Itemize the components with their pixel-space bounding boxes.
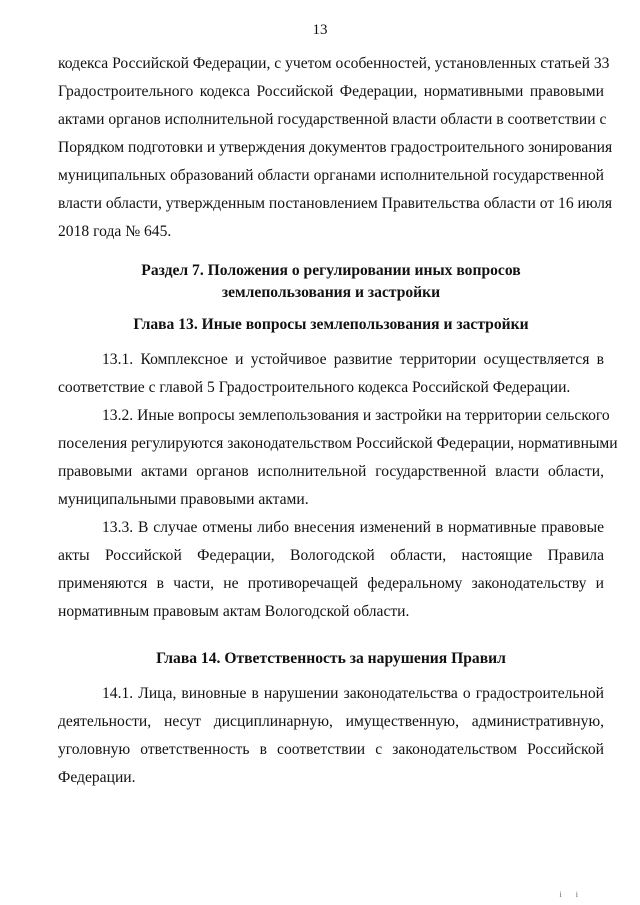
paragraph-line: Градостроительного кодекса Российской Федерации, нормативными правовыми xyxy=(58,83,604,100)
paragraph-line: деятельности, несут дисциплинарную, имущественную, административную, xyxy=(58,713,604,730)
paragraph-14-1 xyxy=(58,680,604,792)
paragraph-line: применяются в части, не противоречащей федеральному законодательству и xyxy=(58,575,604,592)
paragraph-13-3 xyxy=(58,514,604,626)
paragraph-line: правовыми актами органов исполнительной государственной власти области, xyxy=(58,463,604,480)
paragraph-line: Федерации. xyxy=(58,769,136,786)
page-number: 13 xyxy=(312,22,328,38)
intro-paragraph xyxy=(58,50,613,246)
paragraph-line: нормативным правовым актам Вологодской области. xyxy=(58,603,410,620)
paragraph-line: соответствие с главой 5 Градостроительного кодекса Российской Федерации. xyxy=(58,379,571,396)
paragraph-13-1 xyxy=(58,346,604,402)
section-title-line: Раздел 7. Положения о регулировании иных вопросов xyxy=(141,262,521,279)
paragraph-line: 2018 года № 645. xyxy=(58,223,172,240)
paragraph-line: Порядком подготовки и утверждения документов градостроительного зонирования xyxy=(58,139,613,156)
paragraph-13-2 xyxy=(58,402,618,514)
document-body xyxy=(58,50,618,792)
paragraph-line: акты Российской Федерации, Вологодской области, настоящие Правила xyxy=(58,547,604,564)
paragraph-line: 13.3. В случае отмены либо внесения изменений в нормативные правовые xyxy=(102,519,604,536)
paragraph-line: власти области, утвержденным постановлением Правительства области от 16 июля xyxy=(58,195,613,212)
paragraph-line: уголовную ответственность в соответствии с законодательством Российской xyxy=(58,741,604,758)
chapter-14-title: Глава 14. Ответственность за нарушения Правил xyxy=(156,650,506,667)
section-7-heading xyxy=(58,260,604,304)
paragraph-line: муниципальных образований области органами исполнительной государственной xyxy=(58,167,604,184)
paragraph-line: 13.1. Комплексное и устойчивое развитие территории осуществляется в xyxy=(102,351,604,368)
paragraph-line: кодекса Российской Федерации, с учетом особенностей, установленных статьей 33 xyxy=(58,55,610,72)
footer-mark: i i xyxy=(559,890,584,899)
paragraph-line: поселения регулируются законодательством Российской Федерации, нормативными xyxy=(58,435,618,452)
chapter-13-title: Глава 13. Иные вопросы землепользования и застройки xyxy=(133,316,529,333)
paragraph-line: 13.2. Иные вопросы землепользования и застройки на территории сельского xyxy=(102,407,610,424)
paragraph-line: актами органов исполнительной государственной власти области в соответствии с xyxy=(58,111,607,128)
paragraph-line: 14.1. Лица, виновные в нарушении законодательства о градостроительной xyxy=(102,685,604,702)
section-title-line: землепользования и застройки xyxy=(221,284,441,301)
paragraph-line: муниципальными правовыми актами. xyxy=(58,491,309,508)
